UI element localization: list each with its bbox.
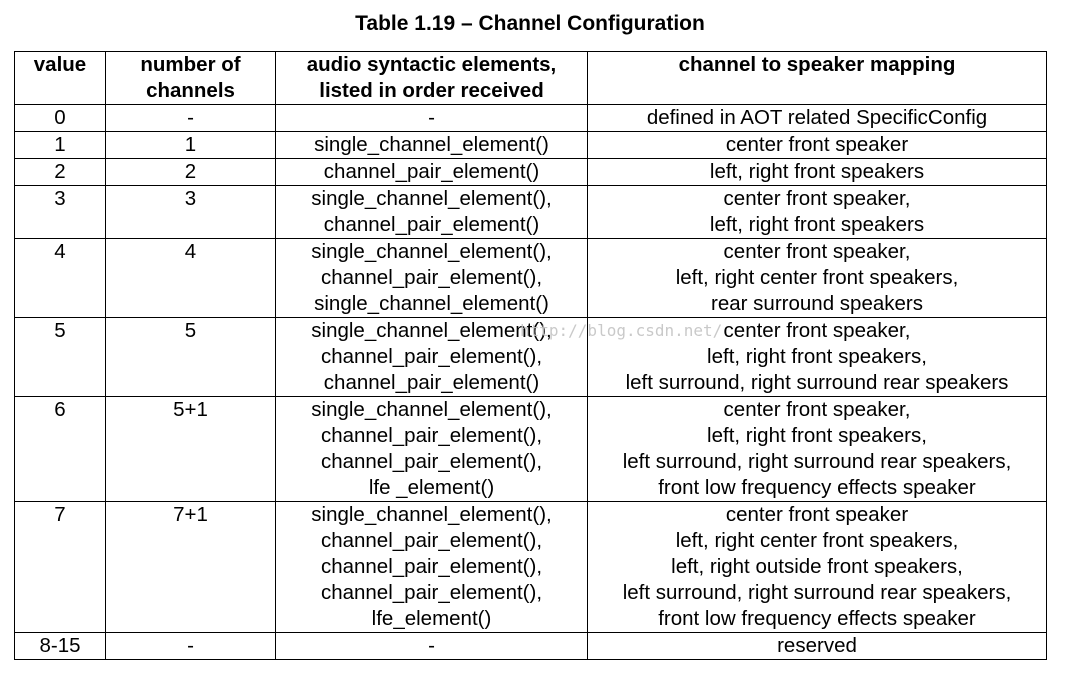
- mapping-cell: [588, 633, 1047, 660]
- mapping-line: left, right outside front speakers,: [671, 555, 963, 578]
- mapping-line: left surround, right surround rear speakers,: [622, 450, 1012, 473]
- value-cell: 4: [15, 239, 106, 318]
- element-line: lfe_element(): [371, 607, 492, 630]
- mapping-line: reserved: [777, 634, 857, 657]
- mapping-line: left, right front speakers: [709, 213, 925, 236]
- element-line: channel_pair_element(),: [320, 450, 543, 473]
- element-line: single_channel_element(),: [311, 187, 552, 210]
- table-row: [15, 397, 1047, 502]
- table-row: [15, 502, 1047, 633]
- mapping-line: center front speaker,: [723, 240, 911, 263]
- element-line: single_channel_element(): [314, 292, 549, 315]
- mapping-cell: [588, 502, 1047, 633]
- mapping-line: left, right front speakers: [709, 160, 925, 183]
- element-line: -: [428, 106, 435, 129]
- elements-cell: [276, 186, 588, 239]
- header-channel-mapping: [588, 52, 1047, 105]
- header-text-line: channel to speaker mapping: [678, 53, 956, 76]
- mapping-line: center front speaker,: [723, 187, 911, 210]
- element-line: lfe _element(): [368, 476, 495, 499]
- mapping-cell: [588, 132, 1047, 159]
- channels-cell: 5: [106, 318, 276, 397]
- value-cell: 5: [15, 318, 106, 397]
- element-line: channel_pair_element(),: [320, 266, 543, 289]
- channels-cell: 1: [106, 132, 276, 159]
- channels-cell: 2: [106, 159, 276, 186]
- channels-cell: -: [106, 633, 276, 660]
- mapping-cell: [588, 105, 1047, 132]
- mapping-line: left surround, right surround rear speakers: [625, 371, 1009, 394]
- channels-cell: 5+1: [106, 397, 276, 502]
- mapping-line: front low frequency effects speaker: [658, 476, 976, 499]
- mapping-line: center front speaker: [725, 503, 909, 526]
- mapping-cell: [588, 186, 1047, 239]
- table-row: [15, 318, 1047, 397]
- table-header: [15, 52, 1047, 105]
- value-cell: 6: [15, 397, 106, 502]
- header-audio-syntactic-elements: [276, 52, 588, 105]
- mapping-line: left, right center front speakers,: [675, 266, 959, 289]
- element-line: channel_pair_element(),: [320, 529, 543, 552]
- element-line: channel_pair_element(),: [320, 555, 543, 578]
- mapping-line: center front speaker,: [723, 398, 911, 421]
- element-line: channel_pair_element(),: [320, 345, 543, 368]
- table-caption: Table 1.19 – Channel Configuration: [355, 12, 705, 35]
- elements-cell: [276, 633, 588, 660]
- element-line: single_channel_element(),: [311, 319, 552, 342]
- mapping-cell: [588, 239, 1047, 318]
- mapping-line: left, right front speakers,: [707, 424, 927, 447]
- mapping-line: front low frequency effects speaker: [658, 607, 976, 630]
- element-line: channel_pair_element(): [323, 160, 540, 183]
- header-text-line: channels: [146, 79, 235, 102]
- channels-cell: -: [106, 105, 276, 132]
- table-row: [15, 186, 1047, 239]
- table-row: [15, 633, 1047, 660]
- header-text-line: value: [33, 53, 87, 76]
- element-line: single_channel_element(),: [311, 398, 552, 421]
- header-row: [15, 52, 1047, 105]
- elements-cell: [276, 159, 588, 186]
- elements-cell: [276, 502, 588, 633]
- mapping-line: rear surround speakers: [711, 292, 923, 315]
- elements-cell: [276, 397, 588, 502]
- table-row: [15, 105, 1047, 132]
- header-value: [15, 52, 106, 105]
- element-line: channel_pair_element(): [323, 213, 540, 236]
- mapping-line: center front speaker: [725, 133, 909, 156]
- element-line: single_channel_element(): [314, 133, 549, 156]
- elements-cell: [276, 105, 588, 132]
- mapping-line: left surround, right surround rear speakers,: [622, 581, 1012, 604]
- mapping-cell: [588, 318, 1047, 397]
- element-line: single_channel_element(),: [311, 503, 552, 526]
- value-cell: 0: [15, 105, 106, 132]
- channels-cell: 7+1: [106, 502, 276, 633]
- header-number-of-channels: [106, 52, 276, 105]
- element-line: channel_pair_element(),: [320, 581, 543, 604]
- value-cell: 7: [15, 502, 106, 633]
- element-line: channel_pair_element(): [323, 371, 540, 394]
- header-text-line: audio syntactic elements,: [306, 53, 557, 76]
- element-line: -: [428, 634, 435, 657]
- channel-configuration-table: [14, 51, 1047, 660]
- mapping-line: defined in AOT related SpecificConfig: [646, 106, 988, 129]
- elements-cell: [276, 239, 588, 318]
- elements-cell: [276, 318, 588, 397]
- table-row: [15, 159, 1047, 186]
- table-body: [15, 105, 1047, 660]
- mapping-line: center front speaker,: [723, 319, 911, 342]
- mapping-line: left, right front speakers,: [707, 345, 927, 368]
- mapping-cell: [588, 159, 1047, 186]
- element-line: channel_pair_element(),: [320, 424, 543, 447]
- table-row: [15, 239, 1047, 318]
- value-cell: 2: [15, 159, 106, 186]
- header-text-line: listed in order received: [319, 79, 544, 102]
- elements-cell: [276, 132, 588, 159]
- header-text-line: number of: [140, 53, 241, 76]
- mapping-line: left, right center front speakers,: [675, 529, 959, 552]
- value-cell: 3: [15, 186, 106, 239]
- channels-cell: 3: [106, 186, 276, 239]
- value-cell: 8-15: [15, 633, 106, 660]
- watermark-text: http://blog.csdn.net/: [520, 321, 723, 340]
- mapping-cell: [588, 397, 1047, 502]
- table-row: [15, 132, 1047, 159]
- value-cell: 1: [15, 132, 106, 159]
- element-line: single_channel_element(),: [311, 240, 552, 263]
- channels-cell: 4: [106, 239, 276, 318]
